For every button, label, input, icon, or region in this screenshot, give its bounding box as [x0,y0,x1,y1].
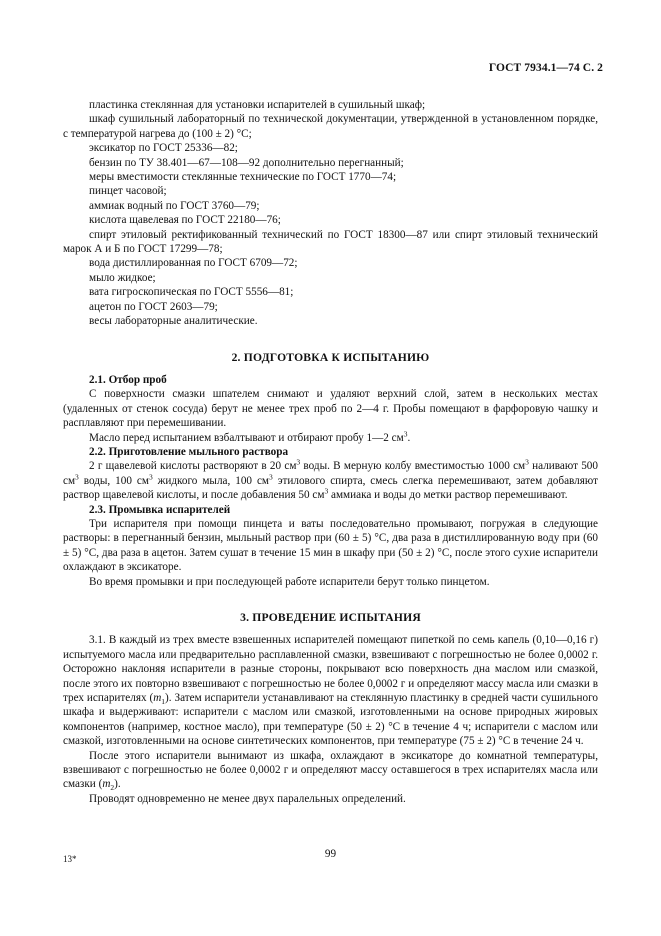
subsection-2-3-heading: 2.3. Промывка испарителей [89,503,231,516]
list-item: весы лабораторные аналитические. [89,315,258,328]
text: воды, 100 см [78,474,149,487]
list-item: вода дистиллированная по ГОСТ 6709—72; [89,257,298,270]
equipment-list [63,98,598,329]
subsection-2-2-heading: 2.2. Приготовление мыльного раствора [89,445,289,458]
text: . [407,431,411,444]
subsection-2-1-heading: 2.1. Отбор проб [89,373,167,386]
list-item: шкаф сушильный лабораторный по технической документации, утвержденной в установленном порядке, с температурой нагрева до (100 ± 2) °С; [63,113,598,140]
text: аммиака и воды до метки раствор перемешивают. [328,489,568,502]
section-3-heading: 3. ПРОВЕДЕНИЕ ИСПЫТАНИЯ [240,611,421,624]
text: 3.1. В каждый из трех вместе взвешенных испарителей помещают пипеткой по семь капель (0,10—0,16 г) испытуемого масла или предварительно расплавленной смазки, взвешивают с погрешностью не более 0,0002 г. Осторожно наклоняя испарители в разные стороны, покрывают всю поверхность дна маслом или смазкой, после этого их повторно взвешивают с погрешностью не более 0,0002 г и определяют массу масла или смазки в трех испарителях ( [63,634,598,705]
superscript: 3 [148,472,153,482]
text: 2 г щавелевой кислоты растворяют в 20 см [89,460,297,473]
superscript: 3 [403,428,408,438]
superscript: 3 [525,457,529,467]
paragraph: Три испарителя при помощи пинцета и ваты последовательно промывают, погружая в следующие растворы: в перегнанный бензин, мыльный раствор при (60 ± 5) °С, два раза в дистиллированную воду при (60 ± 5) °С, два раза в ацетон. Затем сушат в течение 15 мин в шкафу при (50 ± 2) °С, после этого сухие испарители охлаждают в эксикаторе. [63,517,598,574]
text: ). Затем испарители устанавливают на стеклянную пластинку в средней части сушильного шкафа и выдерживают: испарители с маслом или смазкой, изготовленными на основе природных жировых компонентов (например, костное масло), при температуре (50 ± 2) °С в течение 4 ч; испарители с маслом или смазкой, изготовленными на основе синтетических компонентов, при температуре (75 ± 2) °С в течение 24 ч. [63,692,598,748]
text: воды. В мерную колбу вместимостью 1000 см [300,460,526,473]
footer-mark: 13* [63,854,77,864]
subscript: 1 [161,697,166,707]
list-item: эксикатор по ГОСТ 25336—82; [89,142,238,155]
list-item: пинцет часовой; [89,185,167,198]
superscript: 3 [75,472,79,482]
text: ). [114,778,121,791]
list-item: кислота щавелевая по ГОСТ 22180—76; [89,214,281,227]
text: После этого испарители вынимают из шкафа, охлаждают в эксикаторе до комнатной температуры, взвешивают с погрешностью не более 0,0002 г и определяют массу оставшегося в трех испарителях масла или смазки ( [63,749,598,791]
list-item: вата гигроскопическая по ГОСТ 5556—81; [89,286,294,299]
variable-m: m [102,778,111,791]
text: этилового спирта, смесь слегка перемешивают, затем добавляют раствор щавелевой кислоты, и после добавления 50 см [63,474,599,502]
paragraph: Во время промывки и при последующей работе испарители берут только пинцетом. [89,575,490,588]
page-header-code: ГОСТ 7934.1—74 С. 2 [488,62,603,74]
text: наливают 500 см [63,460,598,487]
list-item: спирт этиловый ректификованный технический по ГОСТ 18300—87 или спирт этиловый технический марок А и Б по ГОСТ 17299—78; [63,228,598,256]
paragraph: С поверхности смазки шпателем снимают и удаляют верхний слой, затем в нескольких местах (удаленных от стенок сосуда) берут не менее трех проб по 2—4 г. Пробы помещают в фарфоровую чашку и расплавляют при перемешивании. [63,388,598,430]
text: жидкого мыла, 100 см [152,474,269,487]
paragraph: Проводят одновременно не менее двух паралельных определений. [89,792,406,805]
superscript: 3 [296,457,301,467]
superscript: 3 [324,486,329,496]
list-item: меры вместимости стеклянные технические по ГОСТ 1770—74; [89,171,397,184]
paragraph [63,633,598,748]
list-item: мыло жидкое; [89,271,156,284]
subscript: 2 [110,783,115,793]
text: Масло перед испытанием взбалтывают и отбирают пробу 1—2 см [89,431,404,444]
section-2-heading: 2. ПОДГОТОВКА К ИСПЫТАНИЮ [231,350,430,364]
paragraph [63,459,598,502]
list-item: аммиак водный по ГОСТ 3760—79; [89,199,260,212]
paragraph [63,428,598,445]
list-item: бензин по ТУ 38.401—67—108—92 дополнительно перегнанный; [89,156,404,169]
page-number: 99 [324,848,337,860]
superscript: 3 [269,472,273,482]
document-body [63,98,598,806]
list-item: ацетон по ГОСТ 2603—79; [89,300,218,313]
variable-m: m [153,692,162,705]
paragraph [63,749,598,792]
list-item: пластинка стеклянная для установки испарителей в сушильный шкаф; [89,99,426,111]
